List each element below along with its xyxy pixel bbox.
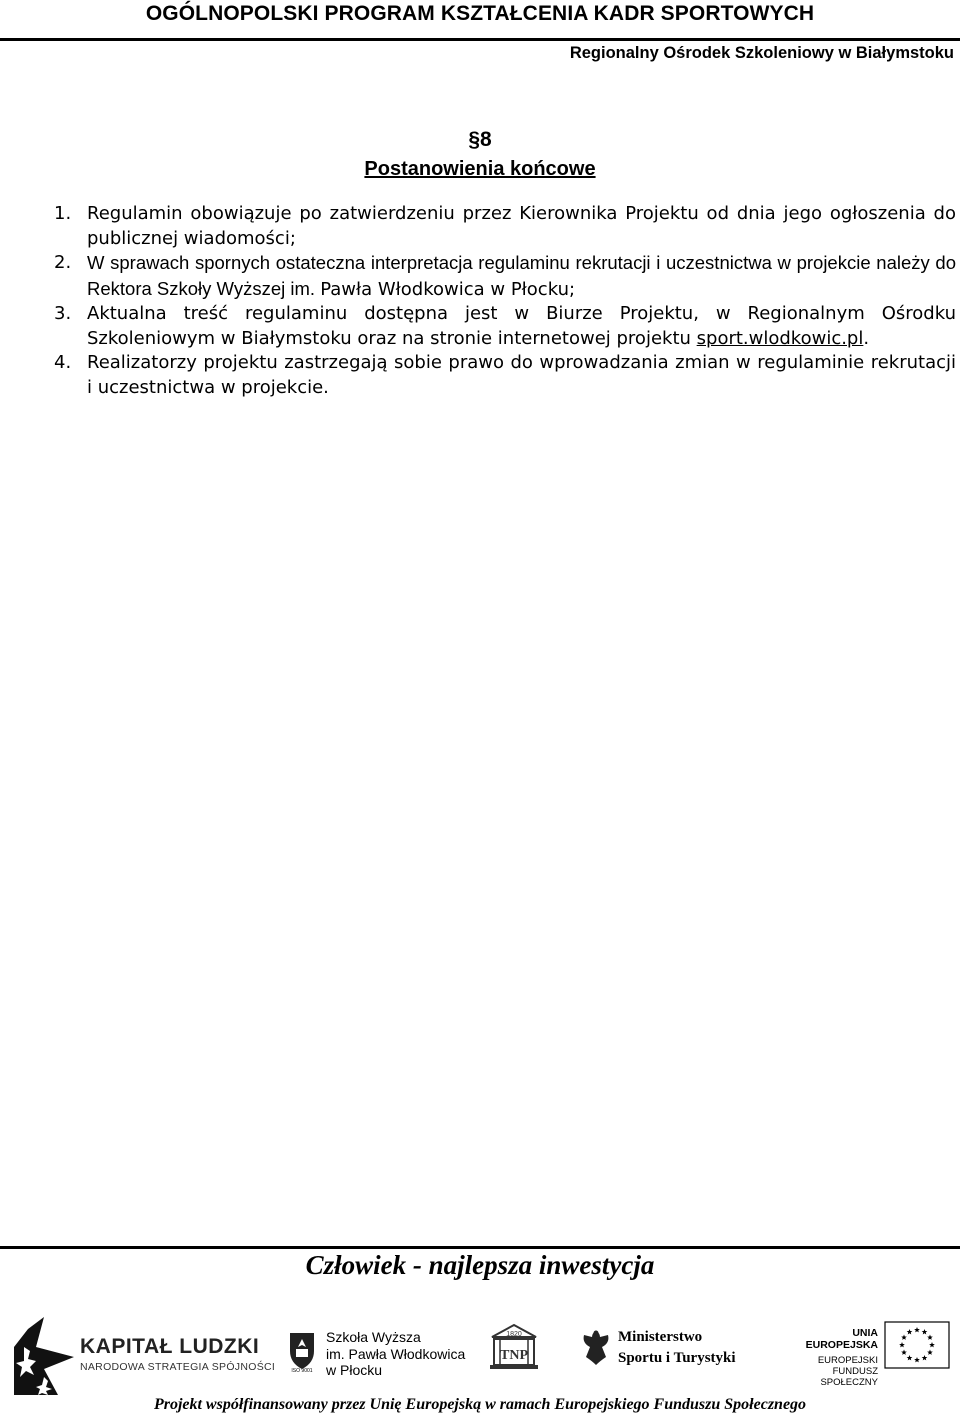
list-item	[54, 302, 956, 351]
kapital-ludzki-logo	[80, 1335, 275, 1373]
tnp-label: TNP	[500, 1348, 528, 1363]
section-title: Postanowienia końcowe	[364, 158, 596, 180]
school-name	[326, 1329, 496, 1379]
provisions-list	[54, 202, 956, 400]
item-text: W sprawach spornych ostateczna interpretacja regulaminu rekrutacji i uczestnictwa w projekcie należy do Rektora Szkoły Wyższej im.	[87, 252, 956, 299]
item-number: 4.	[54, 352, 72, 373]
header-subtitle: Regionalny Ośrodek Szkoleniowy w Białymstoku	[569, 44, 954, 62]
project-website-link[interactable]: sport.wlodkowic.pl	[696, 327, 864, 349]
item-text: Aktualna treść regulaminu dostępna jest w Biurze Projektu, w Regionalnym Ośrodku Szkoleniowym w Białymstoku oraz na stronie internetowej projektu	[87, 303, 956, 349]
kapital-ludzki-subtitle: NARODOWA STRATEGIA SPÓJNOŚCI	[80, 1361, 276, 1373]
ministry-line-2: Sportu i Turystyki	[618, 1350, 736, 1366]
footer-rule	[0, 1246, 960, 1249]
item-number: 2.	[54, 252, 72, 273]
eu-line-2: EUROPEJSKI	[817, 1355, 878, 1366]
tnp-logo-icon	[488, 1323, 540, 1371]
item-text: Realizatorzy projektu zastrzegają sobie prawo do wprowadzania zmian w regulaminie rekrutacji i uczestnictwa w projekcie.	[87, 352, 956, 398]
item-text: Regulamin obowiązuje po zatwierdzeniu przez Kierownika Projektu od dnia jego ogłoszenia do publicznej wiadomości;	[87, 203, 956, 249]
school-emblem-icon	[286, 1331, 318, 1373]
header-title: OGÓLNOPOLSKI PROGRAM KSZTAŁCENIA KADR SPORTOWYCH	[145, 2, 815, 25]
school-line-2: im. Pawła Włodkowica	[326, 1345, 466, 1362]
list-item	[54, 351, 956, 400]
eu-label	[778, 1327, 878, 1388]
footer-cofinancing-note: Projekt współfinansowany przez Unię Europejską w ramach Europejskiego Funduszu Społecznego	[153, 1396, 807, 1413]
list-item	[54, 251, 956, 302]
header-rule	[0, 38, 960, 41]
footer-slogan: Człowiek - najlepsza inwestycja	[305, 1250, 655, 1280]
item-text-cont: Pawła Włodkowica w Płocku;	[320, 278, 576, 300]
item-number: 3.	[54, 303, 72, 324]
eu-line-1: UNIA EUROPEJSKA	[805, 1327, 878, 1351]
item-text-tail: .	[863, 327, 870, 349]
page-header	[0, 0, 960, 44]
tnp-year: 1820	[506, 1331, 522, 1338]
school-line-3: w Płocku	[326, 1362, 383, 1378]
polish-eagle-icon	[580, 1327, 612, 1367]
logo-bar	[0, 1305, 960, 1395]
kapital-ludzki-star-icon	[14, 1317, 74, 1395]
ministry-name	[618, 1327, 758, 1369]
eu-line-3: FUNDUSZ SPOŁECZNY	[820, 1366, 878, 1388]
list-item	[54, 202, 956, 251]
eu-flag-icon	[884, 1321, 950, 1369]
ministry-line-1: Ministerstwo	[618, 1329, 703, 1345]
section-number: §8	[468, 128, 492, 151]
iso-label: ISO 9001	[291, 1368, 313, 1373]
school-line-1: Szkoła Wyższa	[326, 1329, 421, 1345]
kapital-ludzki-title: KAPITAŁ LUDZKI	[80, 1335, 260, 1358]
item-number: 1.	[54, 203, 72, 224]
